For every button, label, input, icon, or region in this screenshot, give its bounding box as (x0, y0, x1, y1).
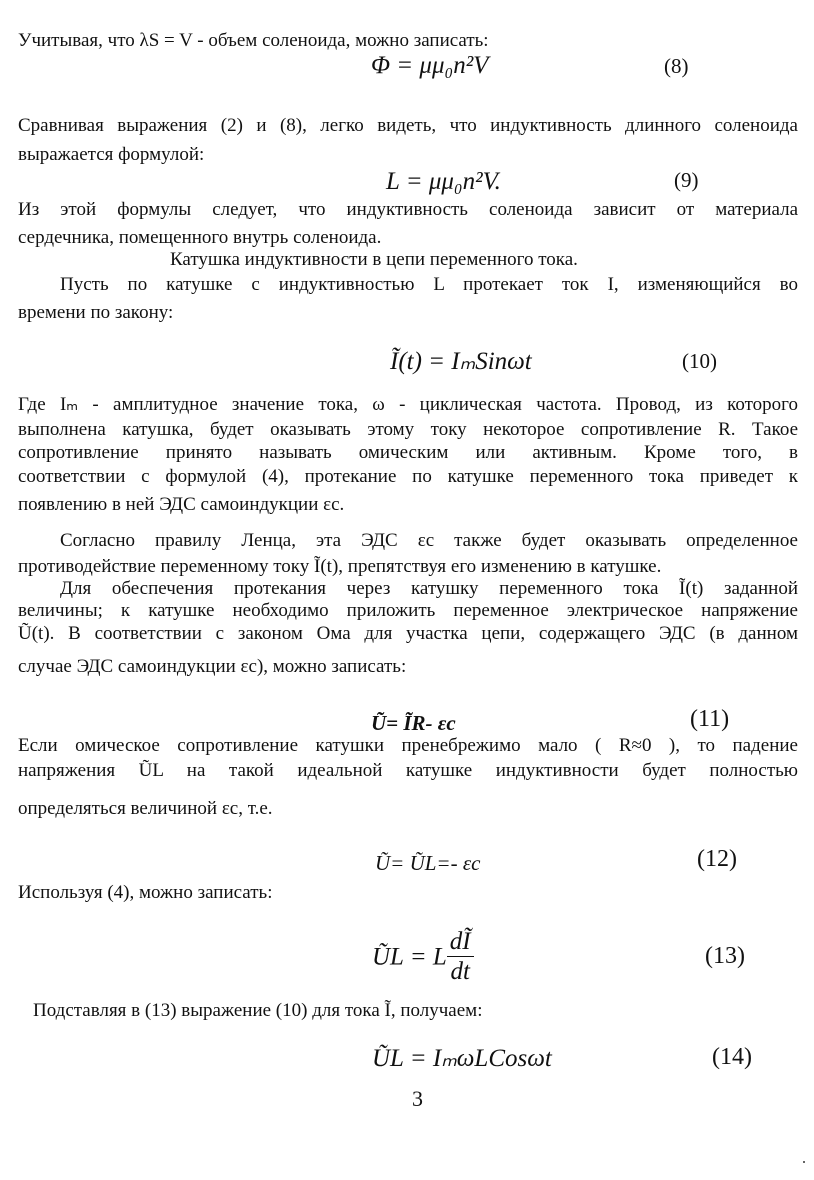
text-line: сердечника, помещенного внутрь соленоида. (18, 227, 382, 248)
text-line: определяться величиной εс, т.е. (18, 798, 273, 819)
equation-number-11: (11) (690, 706, 730, 732)
text-line: времени по закону: (18, 302, 174, 323)
text-line: Для обеспечения протекания через катушку переменного тока Ĩ(t) заданной (60, 578, 798, 599)
text-line: величины; к катушке необходимо приложить переменное электрическое напряжение (18, 600, 798, 621)
equation-number-14: (14) (712, 1044, 752, 1070)
text-line: соответствии с формулой (4), протекание по катушке переменного тока приведет к (18, 466, 798, 487)
page-number: 3 (412, 1086, 423, 1111)
text-line: Ũ(t). В соответствии с законом Ома для участка цепи, содержащего ЭДС (в данном (18, 623, 798, 644)
text-line: Учитывая, что λS = V - объем соленоида, можно записать: (18, 30, 489, 51)
equation-12: Ũ= ŨL=- εс (375, 851, 481, 875)
text-line: Подставляя в (13) выражение (10) для тока Ĩ, получаем: (33, 1000, 483, 1021)
text-line: Используя (4), можно записать: (18, 882, 273, 903)
text-line: Где Iₘ - амплитудное значение тока, ω - циклическая частота. Провод, из которого (18, 394, 798, 415)
section-heading: Катушка индуктивности в цепи переменного тока. (170, 249, 578, 270)
text-line: напряжения ŨL на такой идеальной катушке индуктивности будет полностью (18, 760, 798, 781)
text-line: Если омическое сопротивление катушки пренебрежимо мало ( R≈0 ), то падение (18, 735, 798, 756)
equation-8: Φ = μμ₀n²V (371, 52, 489, 79)
text-line: Из этой формулы следует, что индуктивность соленоида зависит от материала (18, 199, 798, 220)
fraction (447, 928, 474, 987)
equation-13 (372, 928, 474, 987)
text-line: Пусть по катушке с индуктивностью L протекает ток I, изменяющийся во (60, 274, 798, 295)
equation-number-10: (10) (682, 349, 717, 373)
text-line: случае ЭДС самоиндукции εс), можно записать: (18, 656, 407, 677)
text-line: выполнена катушка, будет оказывать этому току некоторое сопротивление R. Такое (18, 419, 798, 440)
equation-10: Ĩ(t) = IₘSinωt (390, 348, 532, 375)
equation-11: Ũ= ĨR- εс (371, 711, 456, 735)
scan-speck (803, 1161, 805, 1163)
fraction-denominator: dt (450, 958, 470, 985)
equation-number-9: (9) (674, 168, 699, 192)
equation-number-12: (12) (697, 846, 737, 872)
fraction-numerator: dĨ (447, 928, 474, 957)
text-line: Сравнивая выражения (2) и (8), легко видеть, что индуктивность длинного соленоида (18, 115, 798, 136)
equation-13-lhs: ŨL = L (372, 943, 447, 971)
text-line: появлению в ней ЭДС самоиндукции εс. (18, 494, 345, 515)
equation-14: ŨL = IₘωLCosωt (372, 1045, 552, 1072)
equation-number-13: (13) (705, 943, 745, 969)
text-line: противодействие переменному току Ĩ(t), препятствуя его изменению в катушке. (18, 556, 662, 577)
text-line: Согласно правилу Ленца, эта ЭДС εс также будет оказывать определенное (60, 530, 798, 551)
text-line: сопротивление принято называть омическим или активным. Кроме того, в (18, 442, 798, 463)
equation-number-8: (8) (664, 54, 689, 78)
text-line: выражается формулой: (18, 144, 205, 165)
equation-9: L = μμ₀n²V. (386, 168, 501, 195)
